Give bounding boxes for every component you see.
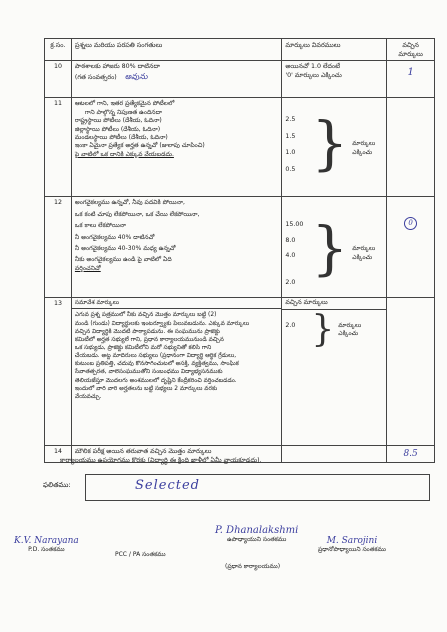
row-options [282, 446, 387, 463]
table-header-row [45, 39, 435, 61]
row-question [71, 61, 281, 98]
question-line: పాఠశాలకు హాజరు 80% దాటినదా [74, 63, 161, 71]
option-value: 15.00 [285, 221, 304, 229]
option-hint: మార్కులు [338, 321, 362, 329]
office-use-note: కార్యాలయము ఉపయోగము కొరకు (విద్యార్థి ఈ క్రింది ఖాళీలో ఏమీ వ్రాయకూడదు). [60, 457, 262, 464]
brace-glyph: } [311, 308, 335, 350]
brace-glyph: } [311, 109, 349, 178]
question-line: జిల్లాస్థాయి పోటీలు (దేశీయ, ఓదినా) [74, 125, 161, 133]
question-line: గాని పాల్గొన్న నిపుణత ఉందినదా [84, 108, 162, 116]
option-hint: ఎక్కించు [352, 253, 373, 261]
table-row [45, 61, 435, 98]
row-marks [387, 98, 435, 197]
question-line: సేవాతత్పరత, వాలెసంఘముతోని సంబంధము విద్యాభ్యసనముకు [74, 369, 223, 376]
question-line: తెలియజేస్తూ మొదలగు అంశములలో దృష్టిని కేంద్రీకరించి వర్తించబడడం. [74, 377, 237, 384]
row-number: 11 [45, 98, 72, 197]
option-hint: మార్కులు [352, 140, 376, 148]
header-marks: వచ్చిన మార్కులు [387, 39, 435, 61]
signature-label: PCC / PA సంతకము [115, 551, 166, 558]
signature-handwriting: P. Dhanalakshmi [215, 525, 299, 536]
table-row [45, 298, 435, 446]
result-handwritten: Selected [135, 478, 200, 493]
row-number: 13 [45, 298, 72, 446]
option-line: '0' మార్కులు ఎక్కించు [285, 71, 342, 79]
question-line: ఇందులో వారి వారి అర్హతలను బట్టి సభ్యలు 2 మార్కులు వరకు [74, 385, 218, 392]
row-subheading: సమావేశ మార్కులు [72, 298, 281, 309]
question-line: మండలస్థాయి పోటీలు (దేశీయ, ఓదినా) [74, 133, 168, 141]
signature-label: P.D. సంతకము [28, 546, 65, 553]
signature-handwriting: M. Sarojini [326, 536, 378, 546]
question-line: మౌలిక పరీక్ష అయిన తరువాత వచ్చిన మొత్తం మార్కులు [74, 448, 212, 456]
option-value: 2.0 [285, 321, 296, 329]
option-value: 2.0 [285, 278, 296, 286]
signature-teacher [215, 525, 298, 544]
options-subheading: వచ్చిన మార్కులు [282, 298, 386, 310]
question-line: పై వాటిలో ఒక దానికి ఎక్కువ వేయబడదు. [74, 150, 174, 158]
signature-pcc [115, 551, 166, 559]
question-line: వచ్చిన విద్యార్థికి మొదటి పాఠ్యాపడును. ఈ సంఘమును ప్రాజెక్టు [74, 328, 220, 335]
question-line: అంగవైకల్యము ఉన్నచో, నీవు పదవికి పోయినా, [74, 199, 185, 207]
question-line: వర్తించనిచో [74, 264, 101, 272]
row-number: 14 [45, 446, 72, 463]
row-options [282, 197, 387, 298]
question-line: రాష్ట్రస్థాయి పోటీలు (దేశీయ, ఓదినా) [74, 117, 162, 125]
question-line: చేయబడు. అట్ట మాదిరులు సభ్యులు (ప్రధానంగా విద్యార్థి ఆర్థిక గ్రేడులు, [74, 353, 237, 360]
question-line: ఒక కంటి చూపు లేకపోయినా, ఒక చేయి లేకపోయినా, [74, 210, 200, 218]
handwritten-answer: అవును [124, 71, 148, 81]
option-value: 8.0 [285, 236, 296, 244]
question-line: ఎగువ ప్రశ్న పత్రములో నీకు వచ్చిన మొత్తం మార్కులు బట్టి (2) [74, 312, 217, 319]
question-line: కుటుంబ ప్రతిపత్తి, చదువు కొనసాగించుటలో అసక్తి, వ్యక్తిత్వము, సాంఘిక [74, 361, 239, 368]
row-options [282, 298, 387, 446]
header-question: ప్రశ్నలు మరియు పరపతి సంగతులు [71, 39, 281, 61]
table-row [45, 197, 435, 298]
question-line: ఒక సభ్యుడు, ప్రాజెక్టు కమిటీలోని మరో సభ్యునితో కలిసి గాని [74, 344, 212, 351]
question-line: ఆటలలో గాని, ఇతర ప్రత్యేకమైన పోటీలలో [74, 100, 175, 108]
row-question [71, 98, 281, 197]
signature-handwriting: K.V. Narayana [14, 536, 79, 546]
handwritten-marks: 8.5 [403, 449, 418, 460]
table-row [45, 98, 435, 197]
header-options: మార్కులు వివరములు [282, 39, 387, 61]
marks-table [44, 38, 435, 463]
option-value: 4.0 [285, 252, 296, 260]
question-line: నీ అంగవైకల్యము 40% దాటినచో [74, 233, 155, 241]
row-number: 12 [45, 197, 72, 298]
question-line: నీకు అంగవైకల్యము ఉండి పై వాటిలో ఏది [74, 256, 172, 264]
signature-label: ప్రధానోపాధ్యాయిని సంతకము [318, 546, 386, 553]
option-value: 1.0 [285, 149, 296, 157]
option-line: అయినచో 1.0 లేదంటే [285, 63, 340, 71]
result-label: ఫలితము: [43, 481, 71, 489]
row-marks [387, 61, 435, 98]
row-options [282, 61, 387, 98]
question-line: (గత సంవత్సరం) [74, 73, 117, 81]
question-line: మండి (గుండు) విద్యార్థులకు ఇంటర్వ్యూకు పిలువబడును. ఎక్కువ మార్కులు [74, 320, 250, 327]
signature-office-note: (ప్రధాన కార్యాలయము) [225, 563, 281, 570]
row-marks [387, 446, 435, 463]
question-line: ఒక కాలు లేకపోయినా [74, 222, 127, 230]
signature-pd [14, 536, 79, 554]
option-hint: ఎక్కించు [338, 330, 359, 338]
signature-label: ఉపాధ్యాయుని సంతకము [227, 536, 287, 543]
handwritten-marks: 1 [407, 67, 414, 79]
option-value: 2.5 [285, 116, 296, 124]
option-value: 1.5 [285, 132, 296, 140]
question-line: ఇంకా ఏమైనా ప్రత్యేక అర్హత ఉన్నచో (జులాపు చూపించి) [74, 142, 205, 150]
question-line: కమిటీలో అర్హత సభ్యులే గాని, ప్రధాన కార్యాలయమునుండి వచ్చిన [74, 336, 224, 343]
option-hint: మార్కులు [352, 245, 376, 253]
option-hint: ఎక్కించు [352, 148, 373, 156]
row-number: 10 [45, 61, 72, 98]
handwritten-marks: 0 [404, 217, 417, 230]
row-question [71, 197, 281, 298]
row-question [71, 298, 281, 446]
brace-glyph: } [311, 214, 349, 283]
question-line: వేయవచ్చు. [74, 393, 102, 400]
question-line: నీ అంగవైకల్యము 40-30% మధ్య ఉన్నచో [74, 244, 176, 252]
row-marks [387, 197, 435, 298]
option-value: 0.5 [285, 165, 296, 173]
signature-headmistress [318, 536, 386, 554]
row-options [282, 98, 387, 197]
header-serial-no: క్ర.సం. [45, 39, 72, 61]
row-marks [387, 298, 435, 446]
